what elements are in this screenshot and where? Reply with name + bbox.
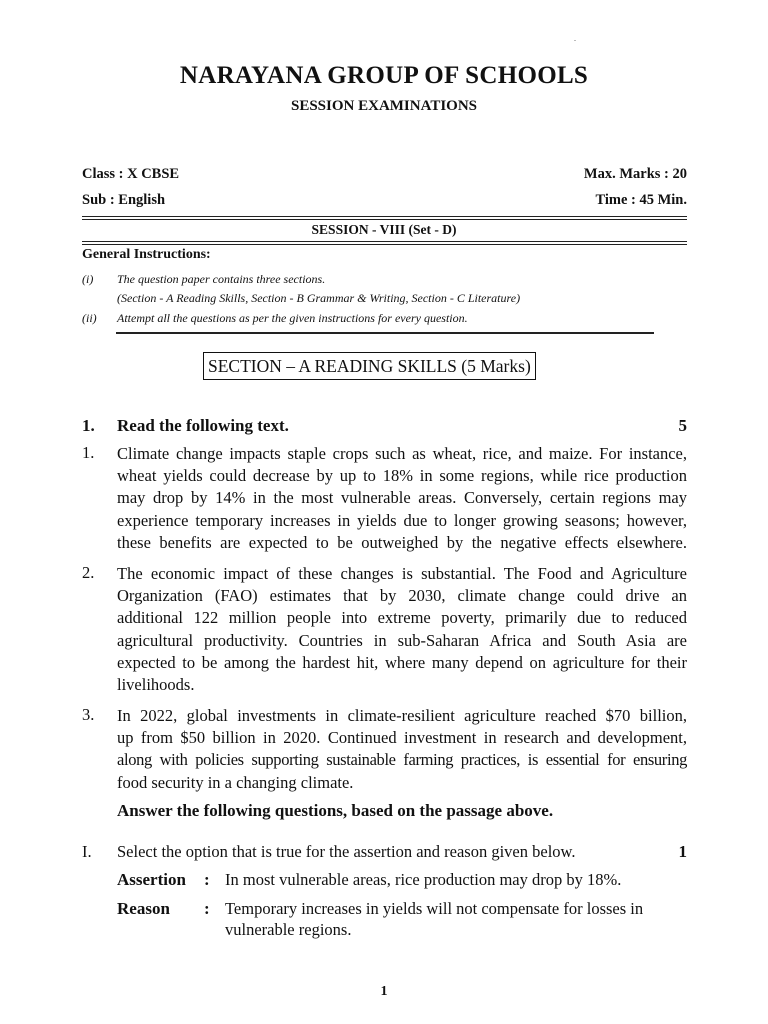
paragraph-line: these benefits are expected to be outweighed by the negative effects elsewhere. [117,532,687,552]
paragraph-line: food security in a changing climate. [117,772,354,792]
assertion-colon: : [204,870,210,889]
instruction-line: Attempt all the questions as per the given instructions for every question. [117,311,468,325]
paragraph-line: wheat yields could decrease by up to 18% in some regions, while rice production [117,466,687,486]
instructions-title: General Instructions: [82,247,211,262]
reason-line: vulnerable regions. [225,920,352,939]
paragraph-1 [117,443,687,554]
school-title: NARAYANA GROUP OF SCHOOLS [179,62,589,89]
instruction-line: (Section - A Reading Skills, Section - B Grammar & Writing, Section - C Literature) [117,291,521,305]
paragraph-line: The economic impact of these changes is substantial. The Food and Agriculture [117,564,687,583]
divider-mid-2 [82,244,687,245]
paragraph-line: In 2022, global investments in climate-resilient agriculture reached $70 billion, [117,706,687,725]
paragraph-line: expected to be among the hardest hit, where many depend on agriculture for their [117,652,687,672]
paragraph-line: Organization (FAO) estimates that by 2030, climate change could drive an [117,586,687,606]
scan-speck [574,40,576,41]
exam-title: SESSION EXAMINATIONS [290,98,478,114]
paragraph-2 [117,563,687,696]
reason-colon: : [204,899,210,918]
instruction-num: (i) [82,272,94,286]
reason-label: Reason [117,899,170,918]
session-set: SESSION - VIII (Set - D) [311,222,457,237]
paragraph-number: 2. [82,563,95,582]
paragraph-number: 3. [82,705,95,724]
divider-top-1 [82,216,687,217]
section-a-heading: SECTION – A READING SKILLS (5 Marks) [203,352,536,380]
instruction-num: (ii) [82,311,97,325]
time-allowed: Time : 45 Min. [595,192,687,208]
paragraph-line: experience temporary increases in yields due to longer growing seasons; however, [117,510,687,530]
paragraph-line: additional 122 million people into extreme poverty, primarily due to reduced [117,608,687,628]
sub-question-marks: 1 [678,842,687,861]
sub-question-number: I. [82,842,92,861]
paragraph-line: along with policies supporting sustainable farming practices, is essential for ensuring [117,750,687,770]
divider-top-2 [82,219,687,220]
subject-label: Sub : English [82,192,166,208]
paragraph-line: livelihoods. [117,675,195,695]
assertion-label: Assertion [117,870,186,889]
paragraph-line: may drop by 14% in the most vulnerable areas. Conversely, certain regions may [117,488,687,508]
paragraph-line: up from $50 billion in 2020. Continued investment in research and development, [117,728,687,748]
paragraph-number: 1. [82,443,95,462]
paragraph-line: agricultural productivity. Countries in sub-Saharan Africa and South Asia are [117,630,687,650]
paragraph-line: Climate change impacts staple crops such as wheat, rice, and maize. For instance, [117,444,687,463]
page-number: 1 [380,984,388,999]
question-number: 1. [82,416,95,435]
question-text: Read the following text. [117,416,289,435]
max-marks: Max. Marks : 20 [583,166,687,182]
sub-question-text: Select the option that is true for the assertion and reason given below. [117,842,576,861]
assertion-text: In most vulnerable areas, rice production may drop by 18%. [225,870,622,889]
question-marks: 5 [678,416,687,435]
class-label: Class : X CBSE [82,166,180,182]
instructions-underline [116,332,654,334]
instruction-line: The question paper contains three sections. [117,272,326,286]
divider-mid-1 [82,241,687,242]
reason-line: Temporary increases in yields will not compensate for losses in [225,899,644,918]
answer-prompt: Answer the following questions, based on the passage above. [117,801,554,820]
paragraph-3 [117,705,687,794]
